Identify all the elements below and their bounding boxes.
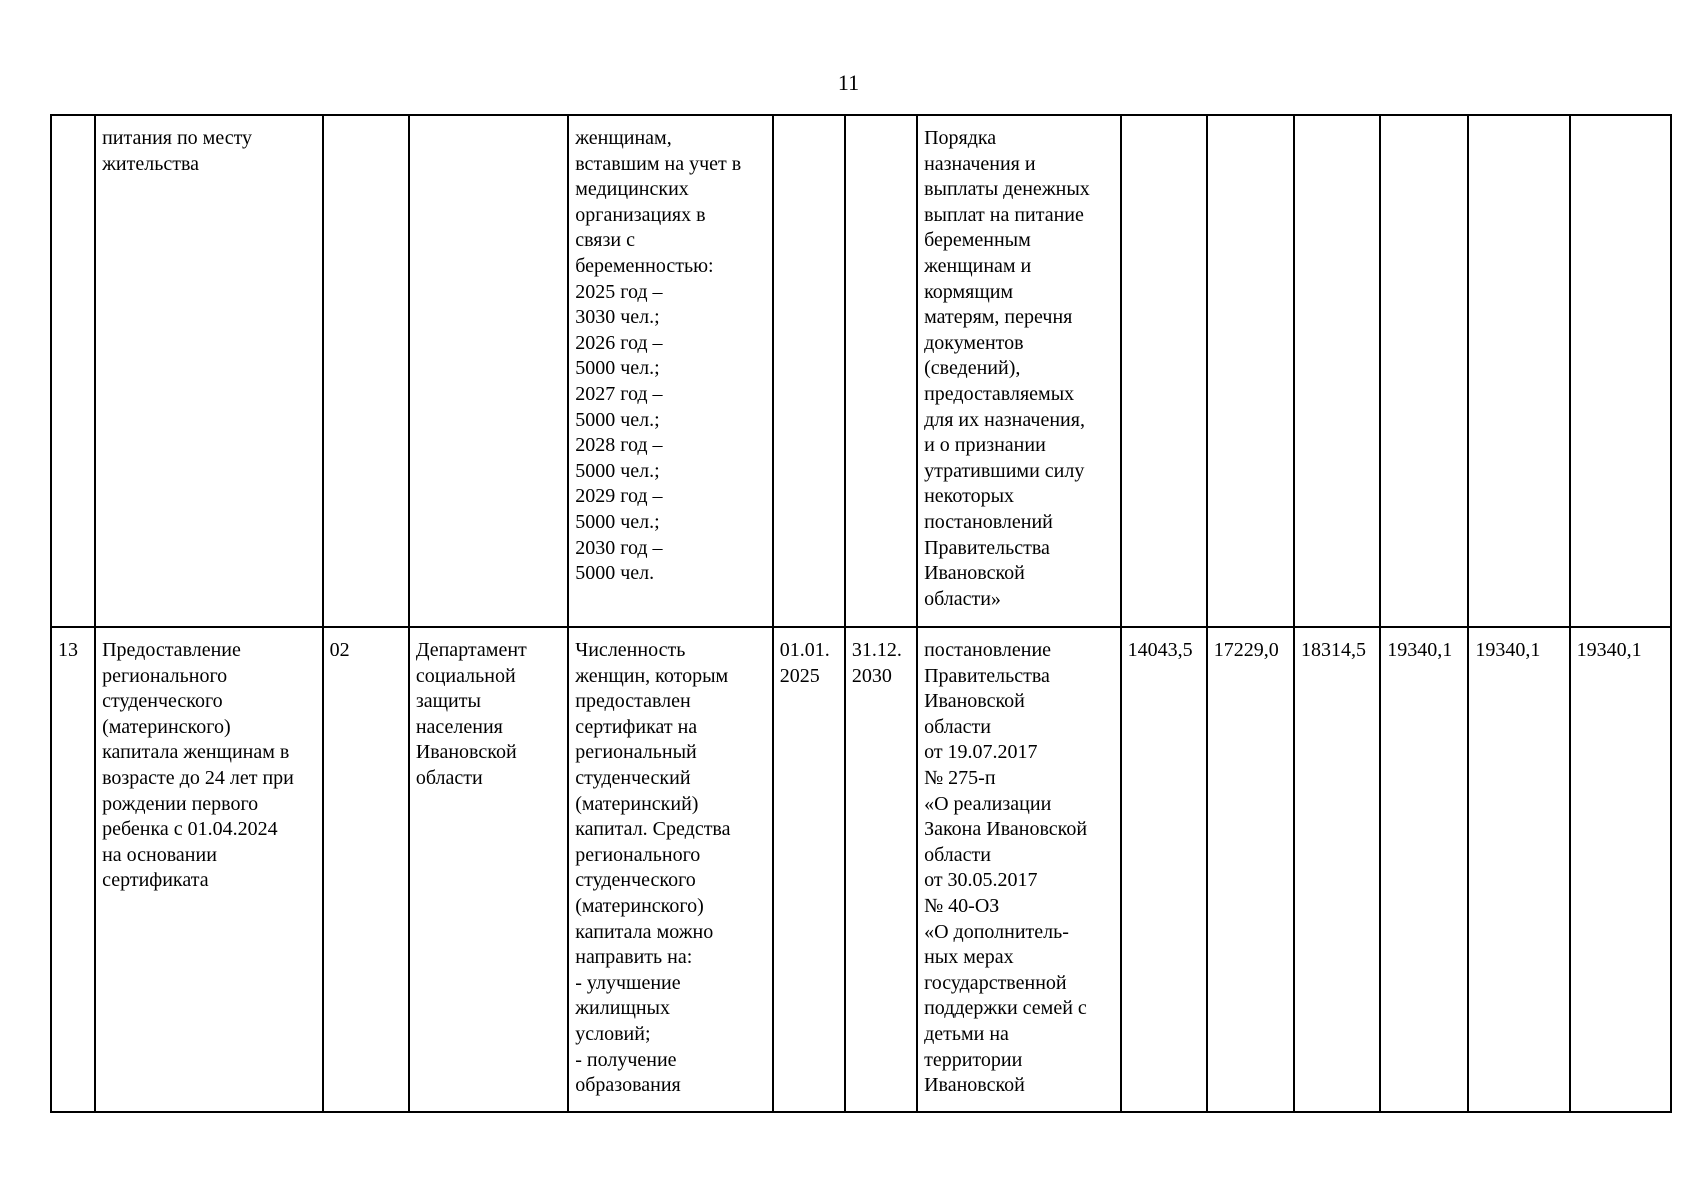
cell-value-2028: 19340,1 bbox=[1380, 627, 1468, 1112]
cell-executor bbox=[409, 115, 568, 627]
cell-value-2025 bbox=[1121, 115, 1207, 627]
cell-indicator: женщинам, вставшим на учет в медицинских организациях в связи с беременностью: 2025 год – 3030 чел.; 2026 год – 5000 чел.; 2027 год – 5000 чел.; 2028 год – 5000 чел.; 2029 год – 5000 чел.; 2030 год – 5000 чел. bbox=[568, 115, 773, 627]
cell-value-2025: 14043,5 bbox=[1121, 627, 1207, 1112]
cell-code: 02 bbox=[323, 627, 409, 1112]
cell-value-2030: 19340,1 bbox=[1570, 627, 1671, 1112]
table-row bbox=[51, 627, 1671, 1112]
cell-value-2029: 19340,1 bbox=[1468, 627, 1569, 1112]
cell-value-2026 bbox=[1207, 115, 1294, 627]
measures-table bbox=[50, 114, 1672, 1113]
cell-legal-basis: постановление Правительства Ивановской области от 19.07.2017 № 275-п «О реализации Закона Ивановской области от 30.05.2017 № 40-ОЗ «О дополнитель- ных мерах государственной поддержки семей с детьми на территории Ивановской bbox=[917, 627, 1121, 1112]
cell-value-2029 bbox=[1468, 115, 1569, 627]
cell-measure-name: Предоставление регионального студенческого (материнского) капитала женщинам в возрасте до 24 лет при рождении первого ребенка с 01.04.2024 на основании сертификата bbox=[95, 627, 323, 1112]
cell-end-date bbox=[845, 115, 917, 627]
cell-value-2027: 18314,5 bbox=[1294, 627, 1380, 1112]
cell-executor: Департамент социальной защиты населения Ивановской области bbox=[409, 627, 568, 1112]
cell-measure-name: питания по месту жительства bbox=[95, 115, 323, 627]
cell-end-date: 31.12. 2030 bbox=[845, 627, 917, 1112]
cell-value-2027 bbox=[1294, 115, 1380, 627]
cell-value-2028 bbox=[1380, 115, 1468, 627]
cell-legal-basis: Порядка назначения и выплаты денежных выплат на питание беременным женщинам и кормящим матерям, перечня документов (сведений), предоставляемых для их назначения, и о признании утратившими силу некоторых постановлений Правительства Ивановской области» bbox=[917, 115, 1121, 627]
cell-value-2030 bbox=[1570, 115, 1671, 627]
cell-start-date bbox=[773, 115, 845, 627]
cell-number: 13 bbox=[51, 627, 95, 1112]
cell-code bbox=[323, 115, 409, 627]
page-number: 11 bbox=[837, 70, 860, 95]
cell-number bbox=[51, 115, 95, 627]
cell-indicator: Численность женщин, которым предоставлен сертификат на региональный студенческий (материнский) капитал. Средства регионального студенческого (материнского) капитала можно направить на: - улучшение жилищных условий; - получение образования bbox=[568, 627, 773, 1112]
cell-value-2026: 17229,0 bbox=[1207, 627, 1294, 1112]
table-row bbox=[51, 115, 1671, 627]
cell-start-date: 01.01. 2025 bbox=[773, 627, 845, 1112]
